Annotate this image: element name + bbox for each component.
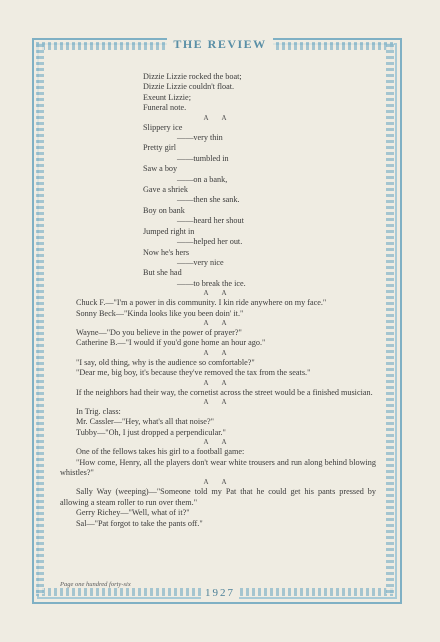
joke-line: In Trig. class: (76, 406, 121, 416)
joke-line: One of the fellows takes his girl to a football game: (76, 447, 245, 457)
section-separator: A A (203, 318, 233, 327)
poem-line: Gave a shriek (143, 185, 189, 195)
section-separator: A A (203, 438, 233, 447)
poem-line: Exeunt Lizzie; (143, 92, 191, 102)
poem-line: ——on a bank, (177, 174, 228, 184)
poem-line: ——then she sank. (177, 195, 240, 205)
joke-line: Sally Way (weeping)—"Someone told my Pat that he could get his pants pressed by allowing a steam roller to run over them." (60, 487, 376, 507)
section-separator: A A (203, 478, 233, 487)
poem-line: ——very thin (177, 133, 223, 143)
poem-line: ——heard her shout (177, 216, 244, 226)
poem-line: ——to break the ice. (177, 278, 246, 288)
year-label: 1927 (201, 587, 239, 599)
footer-year (0, 587, 440, 599)
poem-line: Slippery ice (143, 122, 183, 132)
joke-line: Tubby—"Oh, I just dropped a perpendicular." (76, 427, 226, 437)
joke-line: If the neighbors had their way, the cornetist across the street would be a finished musician. (76, 387, 373, 397)
section-separator: A A (203, 397, 233, 406)
poem-line: Now he's hers (143, 247, 190, 257)
section-separator: A A (203, 378, 233, 387)
joke-line: Mr. Cassler—"Hey, what's all that noise?" (76, 417, 214, 427)
header-title: THE REVIEW (167, 37, 272, 51)
poem-line: Dizzie Lizzie rocked the boat; (143, 72, 242, 81)
section-separator: A A (203, 348, 233, 357)
joke-line: Gerry Richey—"Well, what of it?" (76, 508, 190, 518)
poem-line: Boy on bank (143, 205, 185, 215)
border-pattern-right (386, 44, 394, 594)
poem-line: Saw a boy (143, 164, 178, 174)
joke-line: "Dear me, big boy, it's because they've removed the tax from the seats." (76, 368, 311, 378)
border-pattern-left (36, 44, 44, 594)
poem-line: But she had (143, 268, 182, 278)
joke-line: Chuck F.—"I'm a power in dis community. I kin ride anywhere on my face." (76, 298, 327, 308)
page-content (60, 72, 376, 529)
poem-line: Jumped right in (143, 226, 195, 236)
poem-line: ——tumbled in (177, 153, 229, 163)
joke-line: "I say, old thing, why is the audience so comfortable?" (76, 357, 255, 367)
poem-line: Dizzie Lizzie couldn't float. (143, 82, 235, 92)
poem-line: ——helped her out. (177, 237, 243, 247)
page-number-label: Page one hundred forty-six (60, 581, 131, 588)
joke-line: Sal—"Pat forgot to take the pants off." (76, 518, 203, 528)
joke-line: Catherine B.—"I would if you'd gone home an hour ago." (76, 338, 266, 348)
jokes-section (60, 289, 376, 529)
poem-line: Funeral note. (143, 103, 187, 113)
section-separator: A A (203, 113, 233, 122)
page-header (0, 37, 440, 52)
joke-line: "How come, Henry, all the players don't wear white trousers and run along behind blowing whistles?" (60, 457, 376, 477)
joke-line: Wayne—"Do you believe in the power of prayer?" (76, 327, 242, 337)
poem-line: ——very nice (177, 257, 224, 267)
joke-line: Sonny Beck—"Kinda looks like you been doin' it." (76, 308, 244, 318)
section-separator: A A (203, 289, 233, 298)
poem-line: Pretty girl (143, 143, 176, 153)
poem (143, 72, 376, 289)
